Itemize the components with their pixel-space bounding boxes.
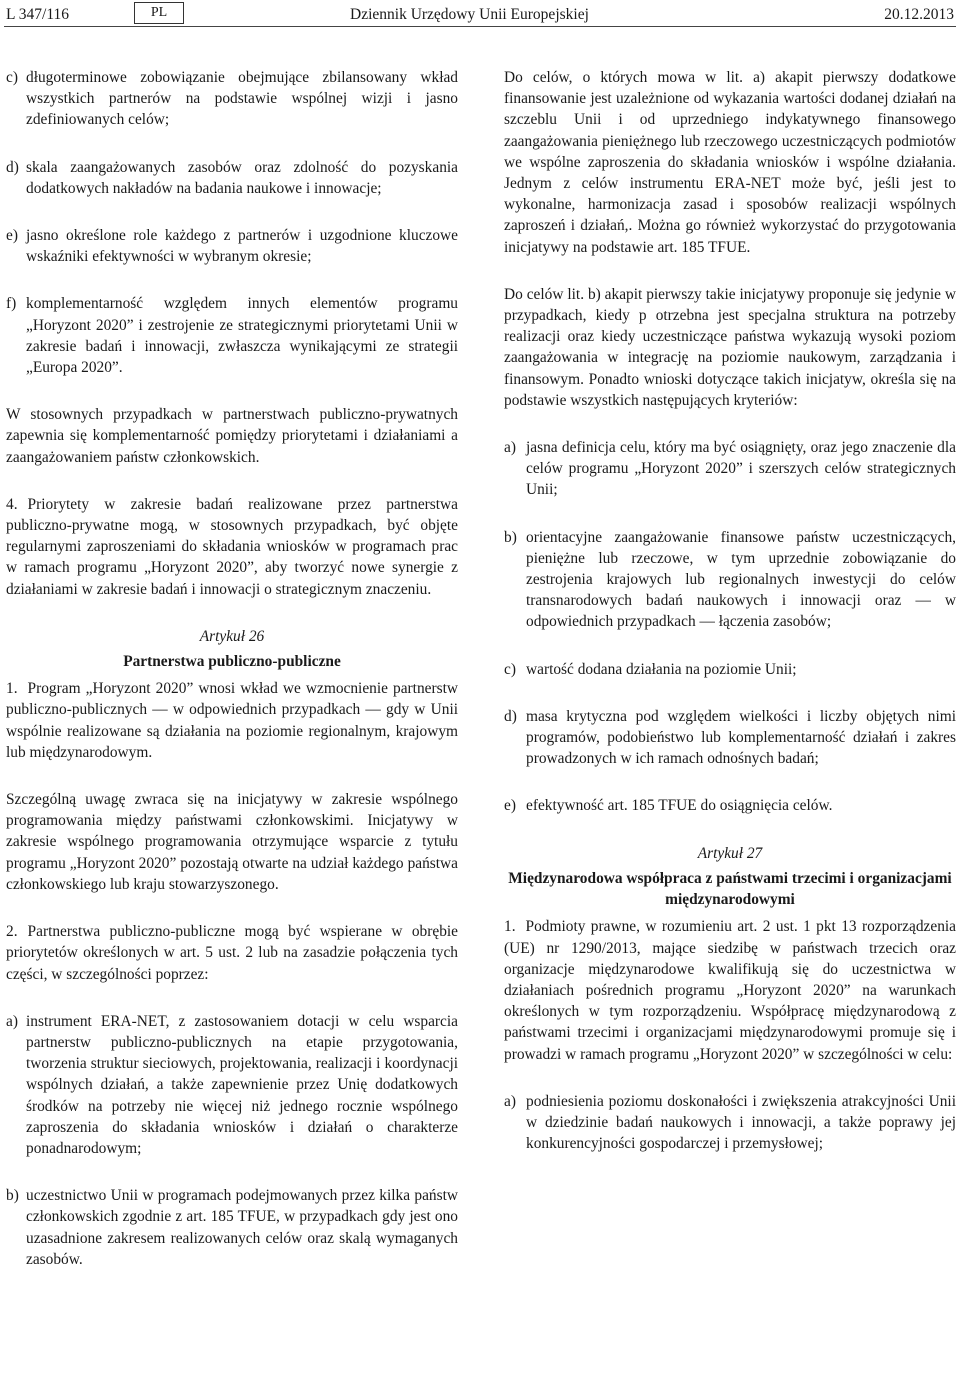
item-text: jasno określone role każdego z partnerów i uzgodnione kluczowe wskaźniki efektywności w wybranym okresie;	[26, 227, 458, 266]
paragraph-number: 2.	[6, 923, 18, 941]
article-27-heading: Międzynarodowa współpraca z państwami trzecimi i organizacjami międzynarodowymi	[508, 869, 952, 909]
list-item	[6, 1011, 458, 1159]
page-header	[0, 0, 960, 30]
list-item	[504, 706, 956, 770]
article-27-title: Artykuł 27	[697, 844, 763, 862]
item-label: d)	[6, 158, 19, 176]
list-item	[504, 659, 956, 680]
paragraph-text: Program „Horyzont 2020” wnosi wkład we wzmocnienie partnerstw publiczno-publicznych — w odpowiednich przypadkach — gdy w Unii wspólnie realizowane są działania na poziomie regionalnym, krajowym lub międzynarodowym.	[6, 680, 458, 761]
item-text: komplementarność względem innych elementów programu „Horyzont 2020” i zestrojenie ze strategicznymi priorytetami Unii w zakresie badań i innowacji, zwłaszcza wynikającymi ze strategii „Europa 2020”.	[26, 295, 458, 377]
paragraph-4	[6, 494, 458, 600]
item-text: podniesienia poziomu doskonałości i zwiększenia atrakcyjności Unii w dziedzinie badań naukowych i innowacji, a także poprawy jej konkurencyjności gospodarczej i przemysłowej;	[526, 1092, 956, 1153]
paragraph-number: 4.	[6, 495, 18, 513]
item-label: a)	[504, 1092, 516, 1110]
list-item	[6, 157, 458, 199]
list-item	[6, 293, 458, 378]
item-label: b)	[6, 1187, 19, 1205]
article-26-paragraph-1b: Szczególną uwagę zwraca się na inicjatywy w zakresie wspólnego programowania między państwami członkowskimi. Inicjatywy w zakresie wspólnego programowania otrzymujące wsparcie z tytułu programu „Horyzont 2020” pozostają otwarte na udział każdego państwa członkowskiego lub kraju stowarzyszonego.	[6, 791, 458, 893]
article-26-heading: Partnerstwa publiczno-publiczne	[123, 653, 341, 671]
list-item	[504, 437, 956, 501]
right-column	[504, 67, 956, 1180]
paragraph-era-net: Do celów, o których mowa w lit. a) akapit pierwszy dodatkowe finansowanie jest uzależnione od wykazania wartości dodanej działań na szczeblu Unii i od uprzedniego indykatywnego finansowego zaangażowania pieniężnego lub rzeczowego uczestniczących podmiotów we wspólne zaproszenia do składania wniosków i wspólne działania. Jednym z celów instrumentu ERA-NET może być, jeśli jest to wykonalne, harmonizacja zasad i sposobów realizacji wspólnych zaproszeń i działań,. Można go również wykorzystać do przygotowania inicjatywy na podstawie art. 185 TFUE.	[504, 69, 956, 256]
item-label: c)	[504, 660, 516, 678]
item-text: uczestnictwo Unii w programach podejmowanych przez kilka państw członkowskich zgodnie z art. 185 TFUE, w przypadkach gdy jest ono uzasadnione zakresem realizowanych celów oraz skalą wymaganych zasobów.	[26, 1187, 458, 1268]
item-text: jasna definicja celu, który ma być osiągnięty, oraz jego znaczenie dla celów programu „Horyzont 2020” i szerszych celów strategicznych Unii;	[526, 439, 956, 499]
list-item	[504, 795, 956, 816]
list-item	[6, 225, 458, 267]
item-label: c)	[6, 69, 18, 86]
paragraph-criteria-intro: Do celów lit. b) akapit pierwszy takie inicjatywy proponuje się jedynie w przypadkach, kiedy p otrzebna jest specjalna struktura na potrzeby realizacji oraz kiedy uczestniczące państwa wykazują wysoki poziom zaangażowania w integrację na poziomie naukowym, zarządzania i finansowym. Ponadto wnioski dotyczące takich inicjatyw, określa się na podstawie wszystkich następujących kryteriów:	[504, 285, 956, 409]
article-26-paragraph-2	[6, 921, 458, 985]
item-label: b)	[504, 528, 517, 546]
page-number: L 347/116	[6, 6, 69, 23]
item-text: efektywność art. 185 TFUE do osiągnięcia celów.	[526, 797, 833, 815]
paragraph-ppp: W stosownych przypadkach w partnerstwach publiczno-prywatnych zapewnia się komplementarność pomiędzy priorytetami i działaniami a zaangażowaniem państw członkowskich.	[6, 406, 458, 466]
item-label: f)	[6, 295, 17, 313]
list-item	[6, 67, 458, 131]
item-text: wartość dodana działania na poziomie Unii;	[526, 660, 797, 678]
list-item	[6, 1185, 458, 1270]
item-text: długoterminowe zobowiązanie obejmujące zbilansowany wkład wszystkich partnerów na podstawie wspólnej wizji i jasno zdefiniowanych celów;	[26, 69, 458, 129]
article-26-title: Artykuł 26	[199, 627, 265, 645]
article-26-paragraph-1	[6, 678, 458, 763]
item-label: e)	[504, 797, 516, 815]
paragraph-text: Partnerstwa publiczno-publiczne mogą być wspierane w obrębie priorytetów określonych w art. 5 ust. 2 lub na zasadzie połączenia tych części, w szczególności poprzez:	[6, 923, 458, 983]
item-label: a)	[6, 1012, 18, 1030]
item-text: orientacyjne zaangażowanie finansowe państw uczestniczących, pieniężne lub rzeczowe, w tym uprzednie zobowiązanie do zestrojenia krajowych lub regionalnych inwestycji do celów transnarodowych badań naukowych i innowacji oraz — w odpowiednich przypadkach — łączenia zasobów;	[526, 528, 956, 631]
paragraph-number: 1.	[504, 918, 516, 936]
journal-title: Dziennik Urzędowy Unii Europejskiej	[350, 6, 589, 23]
list-item	[504, 527, 956, 633]
paragraph-text: Podmioty prawne, w rozumieniu art. 2 ust. 1 pkt 13 rozporządzenia (UE) nr 1290/2013, mające siedzibę w państwach trzecich oraz organizacje międzynarodowe kwalifikują się do uczestnictwa w działaniach pośrednich programu „Horyzont 2020” na warunkach określonych w tym rozporządzeniu. Współpracę międzynarodową z państwami trzecimi i organizacjami międzynarodowymi promuje się i prowadzi w ramach programu „Horyzont 2020” w szczególności w celu:	[504, 918, 956, 1063]
item-label: e)	[6, 227, 18, 245]
language-badge: PL	[134, 2, 184, 24]
item-text: instrument ERA-NET, z zastosowaniem dotacji w celu wsparcia partnerstw publiczno-publicznych na etapie przygotowania, tworzenia struktur sieciowych, projektowania, realizacji i koordynacji wspólnych działań, a także zapewnienie przez Unię dodatkowych środków na potrzeby nie więcej niż jednego rocznie wspólnego zaproszenia do składania wniosków i działań o charakterze ponadnarodowym;	[26, 1012, 458, 1157]
paragraph-number: 1.	[6, 680, 18, 698]
article-27-paragraph-1	[504, 916, 956, 1064]
item-text: skala zaangażowanych zasobów oraz zdolność do pozyskania dodatkowych nakładów na badania naukowe i innowacje;	[26, 158, 458, 197]
list-item	[504, 1091, 956, 1155]
item-label: a)	[504, 439, 516, 457]
item-text: masa krytyczna pod względem wielkości i liczby objętych nimi programów, podobieństwo lub komplementarność działań i zakres prowadzonych w ich ramach odnośnych badań;	[526, 707, 956, 768]
publication-date: 20.12.2013	[884, 6, 954, 23]
header-rule	[4, 26, 956, 27]
paragraph-text: Priorytety w zakresie badań realizowane przez partnerstwa publiczno-prywatne mogą, w stosownych przypadkach, być objęte regularnymi zaproszeniami do składania wniosków w programach prac w ramach programu „Horyzont 2020”, aby tworzyć nowe synergie z działaniami w zakresie badań i innowacji o strategicznym znaczeniu.	[6, 495, 458, 598]
item-label: d)	[504, 707, 517, 725]
left-column	[6, 67, 458, 1296]
